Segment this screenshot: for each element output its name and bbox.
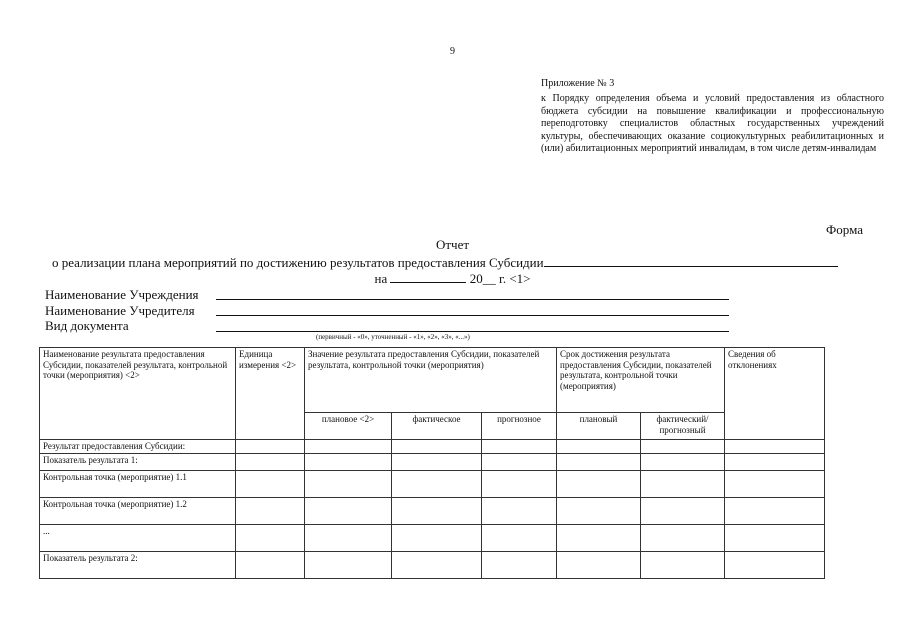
header-actual-term: фактический/ прогнозный	[641, 413, 725, 440]
header-value: Значение результата предоставления Субсидии, показателей результата, контрольной точки (мероприятия)	[305, 348, 557, 413]
report-subtitle	[52, 255, 838, 271]
header-planned-value: плановое <2>	[305, 413, 392, 440]
form-label: Форма	[826, 222, 863, 237]
founder-label: Наименование Учредителя	[45, 303, 195, 318]
header-unit: Единица измерения <2>	[236, 348, 305, 440]
table-row	[40, 440, 825, 454]
doc-type-label: Вид документа	[45, 318, 129, 333]
report-subtitle-text: о реализации плана мероприятий по достижению результатов предоставления Субсидии	[52, 255, 544, 270]
table-row	[40, 453, 825, 470]
appendix-title: Приложение № 3	[541, 78, 615, 89]
institution-label: Наименование Учреждения	[45, 287, 199, 302]
doc-type-hint: (первичный - «0», уточненный - «1», «2», «3», «...»)	[316, 333, 470, 341]
report-date-line	[390, 272, 466, 283]
report-date	[0, 271, 905, 287]
institution-line	[216, 299, 729, 300]
table-row	[40, 470, 825, 497]
row-label: Контрольная точка (мероприятие) 1.1	[40, 470, 236, 497]
founder-line	[216, 315, 729, 316]
table-row	[40, 524, 825, 551]
report-table	[39, 347, 825, 579]
row-label: Контрольная точка (мероприятие) 1.2	[40, 497, 236, 524]
row-label: Результат предоставления Субсидии:	[40, 440, 236, 454]
header-planned-term: плановый	[557, 413, 641, 440]
table-row	[40, 497, 825, 524]
page-number: 9	[450, 46, 455, 57]
header-actual-value: фактическое	[392, 413, 482, 440]
header-name: Наименование результата предоставления Субсидии, показателей результата, контрольной точки (мероприятия) <2>	[40, 348, 236, 440]
row-label: ...	[40, 524, 236, 551]
doc-type-line	[216, 331, 729, 332]
subsidy-name-line	[544, 256, 838, 267]
report-title: Отчет	[435, 237, 470, 252]
report-date-prefix: на	[374, 271, 388, 286]
header-term: Срок достижения результата предоставления Субсидии, показателей результата, контрольной точки (мероприятия)	[557, 348, 725, 413]
header-forecast-value: прогнозное	[482, 413, 557, 440]
table-row	[40, 551, 825, 578]
appendix-text: к Порядку определения объема и условий предоставления из областного бюджета субсидии на повышение квалификации и профессиональную переподготовку специалистов областных государственных учреждений культуры, обеспечивающих оказание социокультурных реабилитационных и (или) абилитационных мероприятий инвалидам, в том числе детям-инвалидам	[541, 93, 884, 155]
header-deviations: Сведения об отклонениях	[725, 348, 825, 440]
row-label: Показатель результата 1:	[40, 453, 236, 470]
report-date-year: 20__ г. <1>	[469, 271, 531, 286]
table-header-row	[40, 348, 825, 413]
row-label: Показатель результата 2:	[40, 551, 236, 578]
